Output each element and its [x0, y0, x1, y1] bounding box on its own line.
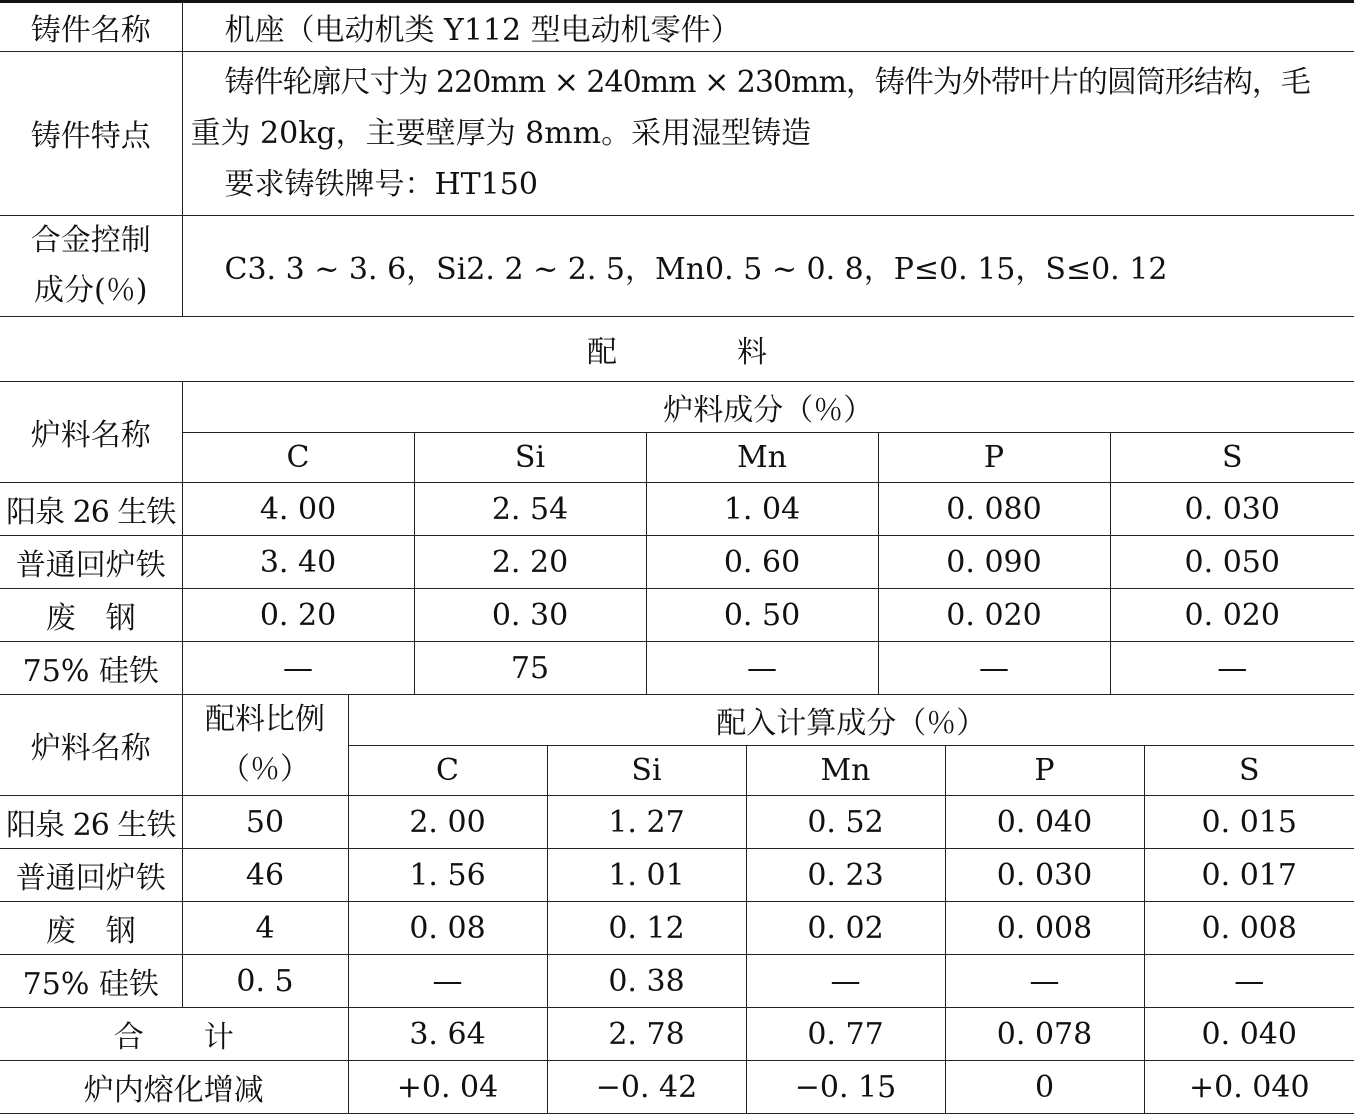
calc-row	[0, 902, 1354, 955]
alloy-value: C3. 3 ~ 3. 6，Si2. 2 ~ 2. 5，Mn0. 5 ~ 0. 8，P≤0. 15，S≤0. 12	[182, 215, 1354, 316]
calc-total-cell: 2. 78	[547, 1008, 746, 1061]
calc-cell: 0. 38	[547, 955, 746, 1008]
calc-element-header: S	[1144, 745, 1354, 796]
calc-row-name: 普通回炉铁	[0, 849, 182, 902]
features-line-2: 重为 20kg，主要壁厚为 8mm。采用湿型铸造	[190, 115, 812, 151]
calc-total-cell: 0. 77	[746, 1008, 945, 1061]
calc-cell: —	[348, 955, 547, 1008]
calc-cell: 1. 56	[348, 849, 547, 902]
alloy-label-line-1: 合金控制	[30, 222, 151, 258]
calc-cell: —	[945, 955, 1144, 1008]
casting-info-table	[0, 3, 1354, 317]
charge-cell: 3. 40	[182, 536, 414, 589]
charge-cell: 2. 20	[414, 536, 646, 589]
calc-cell: 0. 015	[1144, 796, 1354, 849]
calc-total-cell: 0. 078	[945, 1008, 1144, 1061]
charge-composition-table	[0, 381, 1354, 695]
calc-cell: 1. 01	[547, 849, 746, 902]
calc-cell: 0. 008	[1144, 902, 1354, 955]
charge-cell: —	[646, 642, 878, 695]
calc-cell: 0. 040	[945, 796, 1144, 849]
charge-name-header: 炉料名称	[0, 382, 182, 483]
charge-cell: 0. 090	[878, 536, 1110, 589]
charge-cell: 0. 030	[1110, 483, 1354, 536]
casting-features-value	[182, 51, 1354, 215]
calc-ratio-header-line-2: （％）	[220, 752, 310, 787]
charge-element-header: Si	[414, 433, 646, 483]
calc-element-header: Si	[547, 745, 746, 796]
calc-melt-cell: +0. 04	[348, 1061, 547, 1114]
charge-row	[0, 642, 1354, 695]
charge-row-name: 废 钢	[0, 589, 182, 642]
charge-row-name: 75% 硅铁	[0, 642, 182, 695]
calc-cell: 0. 017	[1144, 849, 1354, 902]
calc-row-name: 废 钢	[0, 902, 182, 955]
features-line-3: 要求铸铁牌号：HT150	[224, 166, 538, 202]
calc-cell: 0. 008	[945, 902, 1144, 955]
casting-features-row	[0, 51, 1354, 215]
charge-cell: 0. 30	[414, 589, 646, 642]
section-title: 配 料	[0, 318, 1354, 381]
calc-row	[0, 955, 1354, 1008]
charge-row-name: 普通回炉铁	[0, 536, 182, 589]
charge-element-header-row	[0, 433, 1354, 483]
features-line-1: 铸件轮廓尺寸为 220mm × 240mm × 230mm，铸件为外带叶片的圆筒形结构，毛	[224, 64, 1310, 100]
calc-melt-cell: 0	[945, 1061, 1144, 1114]
calc-ratio-header-line-1: 配料比例	[205, 702, 325, 737]
charge-cell: 0. 050	[1110, 536, 1354, 589]
calc-row-ratio: 4	[182, 902, 348, 955]
calc-name-header: 炉料名称	[0, 695, 182, 796]
calc-cell: 1. 27	[547, 796, 746, 849]
charge-cell: 75	[414, 642, 646, 695]
calc-composition-header: 配入计算成分（％）	[348, 695, 1354, 746]
calc-ratio-header	[182, 695, 348, 796]
calc-row	[0, 796, 1354, 849]
calc-cell: 2. 00	[348, 796, 547, 849]
calc-total-cell: 3. 64	[348, 1008, 547, 1061]
charge-row	[0, 536, 1354, 589]
charge-row-name: 阳泉 26 生铁	[0, 483, 182, 536]
charge-cell: 0. 020	[1110, 589, 1354, 642]
calc-melt-row	[0, 1061, 1354, 1114]
casting-name-label: 铸件名称	[0, 3, 182, 51]
calc-cell: 0. 23	[746, 849, 945, 902]
charge-element-header: C	[182, 433, 414, 483]
charge-element-header: P	[878, 433, 1110, 483]
calculated-composition-table	[0, 694, 1354, 1114]
calc-total-cell: 0. 040	[1144, 1008, 1354, 1061]
calc-cell: —	[1144, 955, 1354, 1008]
calc-total-row	[0, 1008, 1354, 1061]
charge-cell: 2. 54	[414, 483, 646, 536]
alloy-row	[0, 215, 1354, 316]
charge-cell: 0. 080	[878, 483, 1110, 536]
calc-cell: 0. 02	[746, 902, 945, 955]
charge-cell: —	[182, 642, 414, 695]
calc-element-header: P	[945, 745, 1144, 796]
charge-cell: 0. 20	[182, 589, 414, 642]
calc-row-ratio: 0. 5	[182, 955, 348, 1008]
calc-cell: —	[746, 955, 945, 1008]
alloy-label	[0, 215, 182, 316]
calc-melt-cell: −0. 42	[547, 1061, 746, 1114]
casting-name-row	[0, 3, 1354, 51]
calc-element-header: Mn	[746, 745, 945, 796]
casting-name-value: 机座（电动机类 Y112 型电动机零件）	[182, 3, 1354, 51]
calc-melt-cell: +0. 040	[1144, 1061, 1354, 1114]
calc-row	[0, 849, 1354, 902]
calc-melt-label: 炉内熔化增减	[0, 1061, 348, 1114]
casting-features-label: 铸件特点	[0, 51, 182, 215]
charge-row	[0, 483, 1354, 536]
charge-element-header: Mn	[646, 433, 878, 483]
calc-cell: 0. 08	[348, 902, 547, 955]
charge-cell: —	[878, 642, 1110, 695]
calc-cell: 0. 030	[945, 849, 1144, 902]
section-title-table	[0, 318, 1354, 382]
charge-row	[0, 589, 1354, 642]
calc-melt-cell: −0. 15	[746, 1061, 945, 1114]
calc-row-name: 阳泉 26 生铁	[0, 796, 182, 849]
charge-cell: 1. 04	[646, 483, 878, 536]
calc-element-header: C	[348, 745, 547, 796]
charge-composition-header: 炉料成分（％）	[182, 382, 1354, 433]
charge-cell: 4. 00	[182, 483, 414, 536]
charge-cell: 0. 50	[646, 589, 878, 642]
calc-row-ratio: 46	[182, 849, 348, 902]
alloy-label-line-2: 成分(％)	[34, 272, 148, 308]
charge-cell: —	[1110, 642, 1354, 695]
charge-cell: 0. 020	[878, 589, 1110, 642]
calc-cell: 0. 12	[547, 902, 746, 955]
calc-row-name: 75% 硅铁	[0, 955, 182, 1008]
charge-cell: 0. 60	[646, 536, 878, 589]
calc-cell: 0. 52	[746, 796, 945, 849]
calc-total-label: 合 计	[0, 1008, 348, 1061]
charge-element-header: S	[1110, 433, 1354, 483]
calc-row-ratio: 50	[182, 796, 348, 849]
